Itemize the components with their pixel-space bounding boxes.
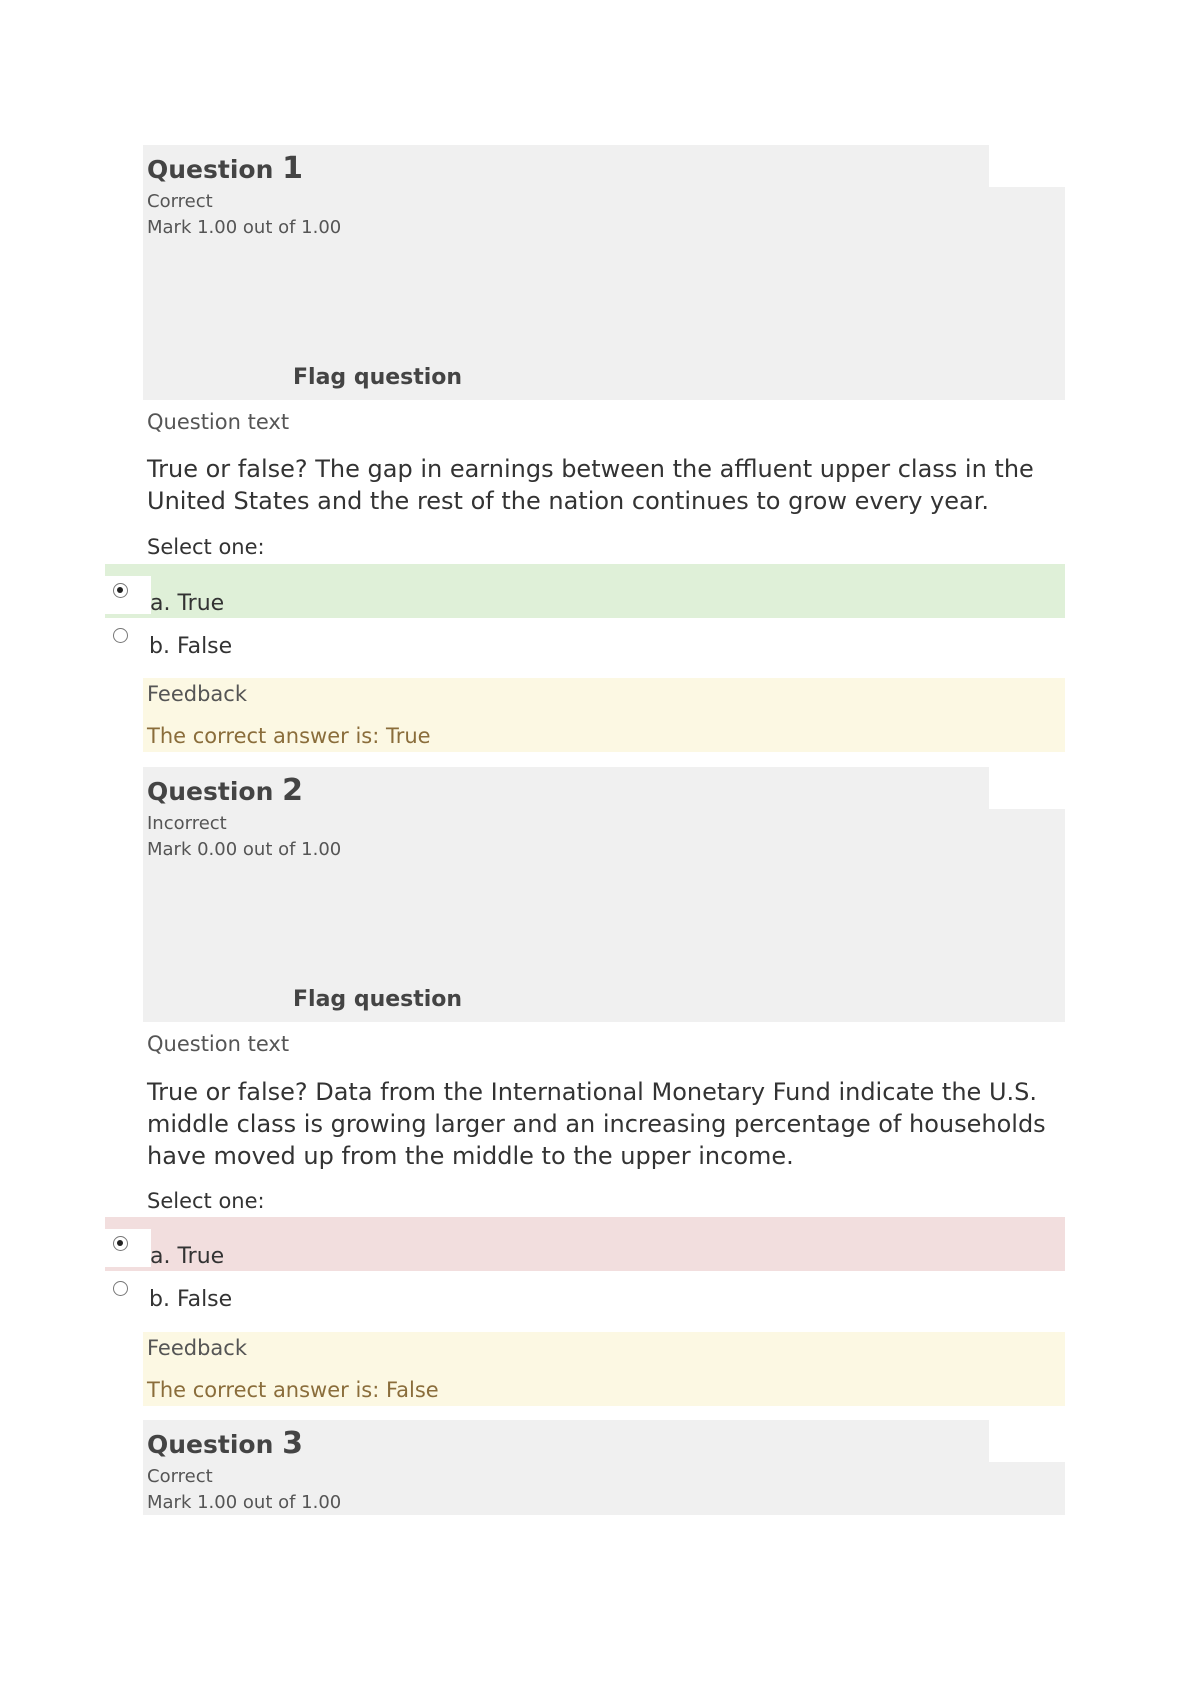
question-number: 3: [282, 1426, 303, 1461]
answer-option-b[interactable]: [105, 618, 1065, 664]
radio-unchecked-icon[interactable]: [113, 1281, 128, 1296]
question-text-heading: Question text: [147, 410, 290, 434]
answer-option-a[interactable]: [105, 564, 1065, 618]
question-info-1: [143, 145, 1065, 400]
flag-question-button[interactable]: Flag question: [293, 987, 463, 1012]
answer-option-label: a. True: [150, 591, 225, 616]
answer-option-a[interactable]: [105, 1217, 1065, 1271]
radio-unchecked-icon[interactable]: [113, 628, 128, 643]
question-number: 1: [282, 151, 303, 186]
correct-answer-text: The correct answer is: True: [147, 724, 431, 748]
question-text-heading: Question text: [147, 1032, 290, 1056]
question-text: True or false? The gap in earnings between the affluent upper class in the United States and the rest of the nation continues to grow every year.: [147, 455, 1034, 515]
answer-option-label: b. False: [149, 1287, 233, 1312]
question-state: Correct: [147, 1466, 213, 1487]
answer-option-label: a. True: [150, 1244, 225, 1269]
question-number-heading: Question 3: [147, 1426, 303, 1461]
select-one-label: Select one:: [147, 1189, 265, 1213]
answer-option-b[interactable]: [105, 1271, 1065, 1317]
question-state: Incorrect: [147, 813, 227, 834]
flag-question-button[interactable]: Flag question: [293, 365, 463, 390]
question-grade: Mark 1.00 out of 1.00: [147, 1492, 342, 1513]
radio-checked-icon[interactable]: [113, 583, 128, 598]
feedback-box: [143, 1332, 1065, 1406]
question-number-heading: Question 2: [147, 773, 303, 808]
feedback-box: [143, 678, 1065, 752]
question-info-3: [143, 1420, 1065, 1515]
select-one-label: Select one:: [147, 535, 265, 559]
question-number: 2: [282, 773, 303, 808]
feedback-label: Feedback: [147, 1336, 248, 1360]
question-grade: Mark 0.00 out of 1.00: [147, 839, 342, 860]
answer-option-label: b. False: [149, 634, 233, 659]
question-state: Correct: [147, 191, 213, 212]
radio-checked-icon[interactable]: [113, 1236, 128, 1251]
question-number-heading: Question 1: [147, 151, 303, 186]
question-grade: Mark 1.00 out of 1.00: [147, 217, 342, 238]
question-info-2: [143, 767, 1065, 1022]
question-text: True or false? Data from the International Monetary Fund indicate the U.S. middle class is growing larger and an increasing percentage of households have moved up from the middle to the upper income.: [147, 1078, 1046, 1170]
correct-answer-text: The correct answer is: False: [147, 1378, 439, 1402]
feedback-label: Feedback: [147, 682, 248, 706]
